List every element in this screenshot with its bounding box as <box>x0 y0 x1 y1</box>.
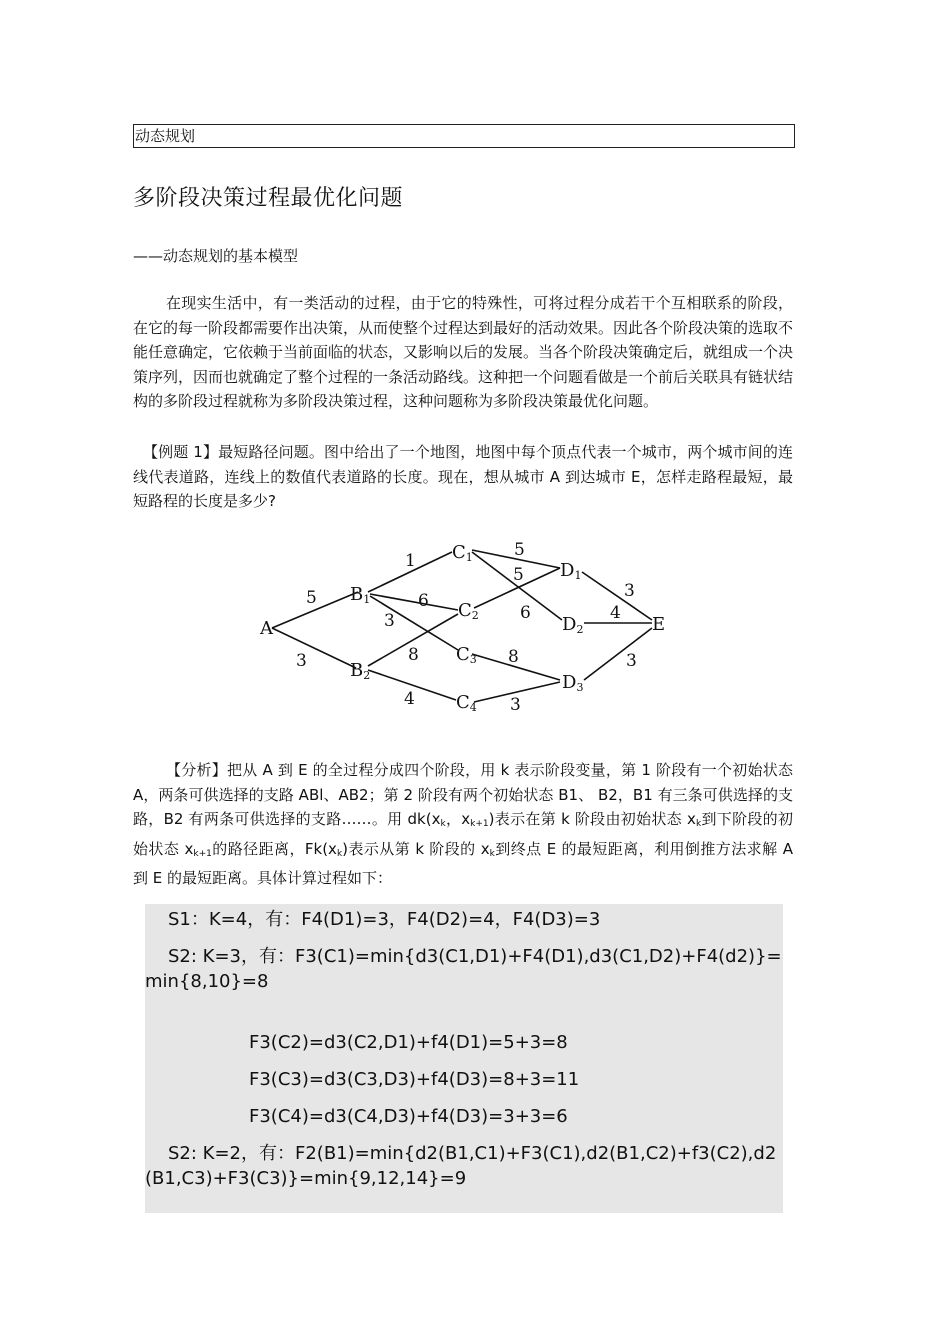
weight-B1-C1: 1 <box>405 551 416 571</box>
node-C1: C1 <box>452 542 473 564</box>
page-title: 多阶段决策过程最优化问题 <box>133 186 404 211</box>
node-C3: C3 <box>456 644 477 666</box>
weight-B1-C2: 6 <box>418 591 429 611</box>
edge-D3-E <box>584 628 652 680</box>
weight-B1-C3: 3 <box>384 611 395 631</box>
weight-C1-D2: 6 <box>520 603 531 623</box>
node-D1: D1 <box>560 560 582 582</box>
intro-paragraph: 在现实生活中，有一类活动的过程，由于它的特殊性，可将过程分成若干个互相联系的阶段，在它的每一阶段都需要作出决策，从而使整个过程达到最好的活动效果。因此各个阶段决策的选取不能任意确定，它依赖于当前面临的状态，又影响以后的发展。当各个阶段决策确定后，就组成一个决策序列，因而也就确定了整个过程的一条活动路线。这种把一个问题看做是一个前后关联具有链状结构的多阶段过程就称为多阶段决策过程，这种问题称为多阶段决策最优化问题。 <box>133 294 794 411</box>
weight-D3-E: 3 <box>626 651 637 671</box>
node-A: A <box>260 618 273 639</box>
weight-C1-D1: 5 <box>514 540 525 560</box>
calc-line-s1: S1：K=4，有：F4(D1)=3，F4(D2)=4，F4(D3)=3 <box>168 909 601 930</box>
shortest-path-graph <box>250 530 680 720</box>
weight-C2-D1: 5 <box>513 565 524 585</box>
header-box: 动态规划 <box>133 124 795 148</box>
node-C2: C2 <box>458 600 479 622</box>
node-B2: B2 <box>350 660 371 682</box>
calculation-block <box>145 904 783 1213</box>
calc-line-s2-f2b1: S2: K=2，有：F2(B1)=min{d2(B1,C1)+F3(C1),d2(B1,C2)+f3(C2),d2(B1,C3)+F3(C3)}=min{9,12,14}=9 <box>145 1143 777 1189</box>
calc-line-s2-f3c1: S2: K=3，有：F3(C1)=min{d3(C1,D1)+F4(D1),d3(C1,D2)+F4(d2)}=min{8,10}=8 <box>145 946 782 992</box>
node-D2: D2 <box>562 614 584 636</box>
node-C4: C4 <box>456 692 477 714</box>
analysis-paragraph: 【分析】把从 A 到 E 的全过程分成四个阶段，用 k 表示阶段变量，第 1 阶段有一个初始状态 A，两条可供选择的支路 ABl、AB2；第 2 阶段有两个初始状态 B1、 B2，B1 有三条可供选择的支路，B2 有两条可供选择的支路……。用 $dk(x_k$，$x_{k+1}$)表示在第 k 阶段由初始状态 $x_k$到下阶段的初始状态 $x_{k+1}$的路径距离，$Fk(x_k)$表示从第 k 阶段的 $x_k$到终点 E 的最短距离，利用倒推方法求解 A 到 E 的最短距离。具体计算过程如下： <box>133 761 793 888</box>
edge-C1-D2 <box>472 552 562 620</box>
graph-weights <box>296 540 637 715</box>
node-D3: D3 <box>562 672 584 694</box>
calc-line-f3c3: F3(C3)=d3(C3,D3)+f4(D3)=8+3=11 <box>249 1069 580 1090</box>
node-E: E <box>652 614 666 635</box>
weight-B2-C4: 4 <box>404 689 415 709</box>
calc-line-f3c2: F3(C2)=d3(C2,D1)+f4(D1)=5+3=8 <box>249 1032 568 1053</box>
graph-nodes <box>259 542 665 714</box>
node-B1: B1 <box>350 584 371 606</box>
subtitle: ——动态规划的基本模型 <box>133 247 299 265</box>
weight-C4-D3: 3 <box>510 695 521 715</box>
weight-B2-C2: 8 <box>408 645 419 665</box>
edge-B1-C2 <box>370 594 458 610</box>
edge-A-B2 <box>272 628 356 668</box>
example-paragraph: 【例题 1】最短路径问题。图中给出了一个地图，地图中每个顶点代表一个城市，两个城市间的连线代表道路，连线上的数值代表道路的长度。现在，想从城市 A 到达城市 E，怎样走路程最短，最短路程的长度是多少? <box>133 443 793 511</box>
weight-A-B1: 5 <box>306 588 317 608</box>
graph-edges <box>272 550 652 702</box>
weight-D2-E: 4 <box>610 603 621 623</box>
weight-A-B2: 3 <box>296 651 307 671</box>
weight-C3-D3: 8 <box>508 647 519 667</box>
weight-D1-E: 3 <box>624 581 635 601</box>
calc-line-f3c4: F3(C4)=d3(C4,D3)+f4(D3)=3+3=6 <box>249 1106 568 1127</box>
